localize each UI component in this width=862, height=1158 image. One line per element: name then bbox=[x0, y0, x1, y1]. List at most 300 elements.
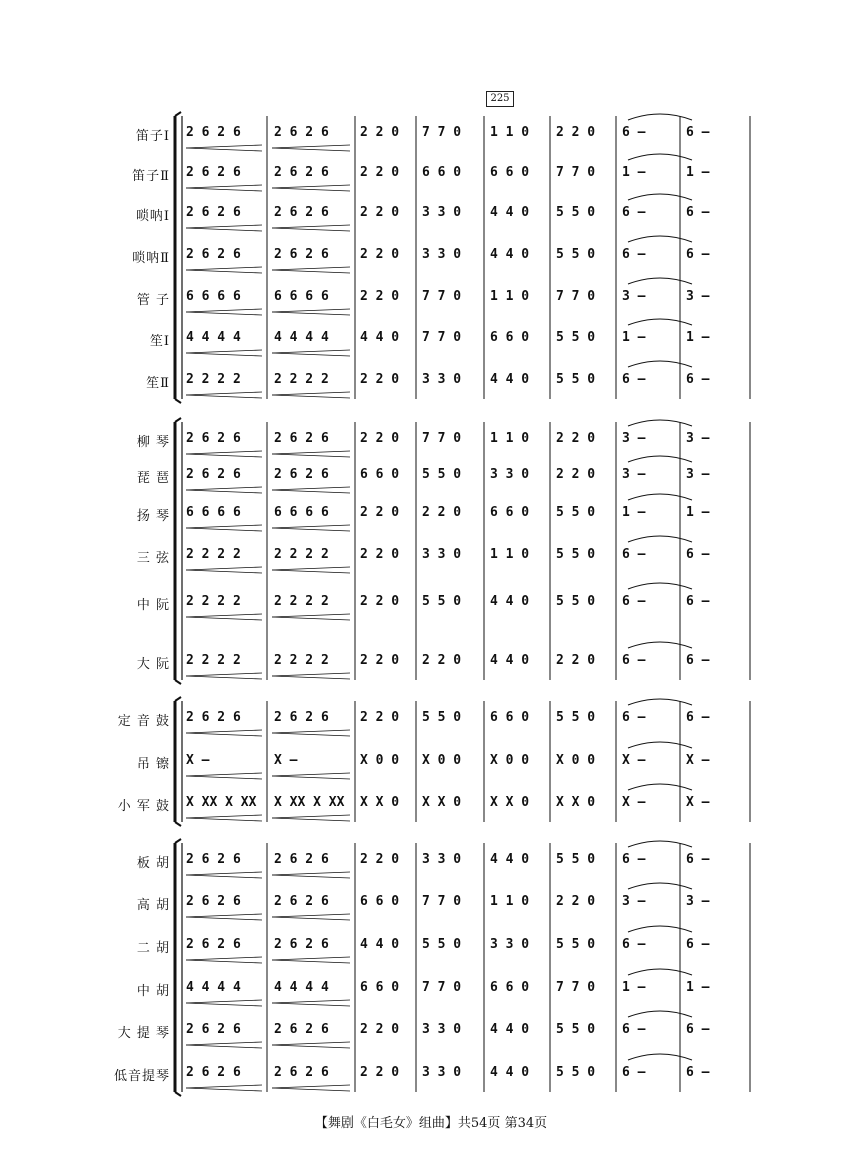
measure-notes: 7 7 0 bbox=[422, 330, 462, 345]
measure-notes: 6 – bbox=[622, 937, 646, 952]
measure-notes: 6 – bbox=[622, 125, 646, 140]
measure-notes: 3 – bbox=[686, 467, 710, 482]
hairpin bbox=[272, 567, 350, 570]
measure-notes: 2 2 0 bbox=[556, 125, 596, 140]
measure-notes: 1 – bbox=[686, 330, 710, 345]
hairpin bbox=[186, 528, 262, 531]
hairpin bbox=[186, 312, 262, 315]
measure-notes: 6 – bbox=[622, 852, 646, 867]
measure-notes: 2 2 0 bbox=[360, 125, 400, 140]
measure-notes: 1 1 0 bbox=[490, 894, 530, 909]
hairpin bbox=[186, 818, 262, 821]
measure-notes: 1 – bbox=[622, 330, 646, 345]
instrument-label: 唢呐Ⅰ bbox=[135, 209, 170, 224]
measure-notes: 2 6 2 6 bbox=[186, 937, 241, 952]
tie-slur bbox=[628, 114, 692, 120]
hairpin bbox=[186, 1000, 262, 1003]
instrument-label: 唢呐Ⅱ bbox=[132, 251, 170, 266]
hairpin bbox=[272, 487, 350, 490]
hairpin bbox=[272, 773, 350, 776]
measure-notes: 2 2 0 bbox=[556, 653, 596, 668]
measure-notes: 2 2 0 bbox=[360, 289, 400, 304]
measure-notes: 6 – bbox=[622, 372, 646, 387]
measure-notes: 5 5 0 bbox=[556, 372, 596, 387]
hairpin bbox=[272, 395, 350, 398]
hairpin bbox=[186, 145, 262, 148]
measure-notes: 1 1 0 bbox=[490, 431, 530, 446]
instrument-label: 扬 琴 bbox=[136, 509, 170, 524]
measure-notes: 1 – bbox=[686, 505, 710, 520]
measure-notes: 2 2 2 2 bbox=[186, 372, 241, 387]
instrument-label: 琵 琶 bbox=[136, 471, 170, 486]
measure-notes: 4 4 0 bbox=[490, 372, 530, 387]
bracket-hook bbox=[175, 399, 181, 403]
hairpin bbox=[272, 1000, 350, 1003]
hairpin bbox=[186, 730, 262, 733]
measure-notes: 6 6 6 6 bbox=[274, 505, 329, 520]
measure-notes: 2 2 0 bbox=[360, 431, 400, 446]
hairpin bbox=[186, 225, 262, 228]
measure-notes: X – bbox=[686, 753, 710, 768]
instrument-label: 小 军 鼓 bbox=[117, 799, 170, 814]
measure-notes: 3 – bbox=[686, 289, 710, 304]
hairpin bbox=[272, 617, 350, 620]
measure-notes: 6 6 0 bbox=[360, 980, 400, 995]
measure-notes: X X 0 bbox=[422, 795, 462, 810]
measure-notes: X XX X XX bbox=[186, 795, 257, 810]
tie-slur bbox=[628, 494, 692, 500]
measure-notes: 3 3 0 bbox=[490, 937, 530, 952]
measure-notes: 5 5 0 bbox=[422, 467, 462, 482]
measure-notes: 1 – bbox=[686, 165, 710, 180]
bracket-hook bbox=[175, 680, 181, 684]
hairpin bbox=[186, 228, 262, 231]
hairpin bbox=[272, 614, 350, 617]
hairpin bbox=[186, 617, 262, 620]
hairpin bbox=[186, 872, 262, 875]
bracket-hook bbox=[175, 697, 181, 701]
measure-notes: 2 6 2 6 bbox=[186, 1065, 241, 1080]
instrument-label: 管 子 bbox=[136, 293, 170, 308]
hairpin bbox=[186, 776, 262, 779]
hairpin bbox=[272, 730, 350, 733]
measure-notes: 4 4 4 4 bbox=[186, 980, 241, 995]
measure-notes: 2 6 2 6 bbox=[186, 1022, 241, 1037]
measure-notes: 6 – bbox=[622, 653, 646, 668]
measure-notes: 2 2 0 bbox=[360, 710, 400, 725]
instrument-label: 大 阮 bbox=[136, 657, 170, 672]
measure-notes: 6 6 0 bbox=[490, 980, 530, 995]
measure-notes: X 0 0 bbox=[490, 753, 530, 768]
measure-notes: X – bbox=[186, 753, 210, 768]
measure-notes: 2 2 0 bbox=[360, 653, 400, 668]
measure-notes: 3 – bbox=[622, 894, 646, 909]
measure-notes: 3 – bbox=[686, 894, 710, 909]
measure-notes: 5 5 0 bbox=[556, 205, 596, 220]
hairpin bbox=[272, 733, 350, 736]
hairpin bbox=[272, 960, 350, 963]
tie-slur bbox=[628, 361, 692, 367]
hairpin bbox=[186, 350, 262, 353]
measure-notes: 5 5 0 bbox=[556, 247, 596, 262]
hairpin bbox=[272, 818, 350, 821]
measure-notes: 4 4 0 bbox=[490, 594, 530, 609]
hairpin bbox=[272, 570, 350, 573]
hairpin bbox=[186, 1045, 262, 1048]
hairpin bbox=[272, 1042, 350, 1045]
measure-notes: 2 2 0 bbox=[360, 1022, 400, 1037]
measure-notes: 3 – bbox=[622, 467, 646, 482]
hairpin bbox=[272, 917, 350, 920]
measure-notes: 3 3 0 bbox=[422, 547, 462, 562]
instrument-label: 笙Ⅱ bbox=[146, 376, 170, 391]
instrument-label: 中 阮 bbox=[136, 598, 170, 613]
tie-slur bbox=[628, 236, 692, 242]
hairpin bbox=[186, 451, 262, 454]
measure-notes: 6 – bbox=[622, 1065, 646, 1080]
hairpin bbox=[186, 185, 262, 188]
hairpin bbox=[272, 454, 350, 457]
hairpin bbox=[272, 188, 350, 191]
measure-notes: 6 – bbox=[686, 125, 710, 140]
measure-notes: 2 6 2 6 bbox=[186, 894, 241, 909]
hairpin bbox=[186, 309, 262, 312]
hairpin bbox=[186, 270, 262, 273]
hairpin bbox=[272, 914, 350, 917]
measure-notes: 3 3 0 bbox=[422, 1022, 462, 1037]
measure-notes: 7 7 0 bbox=[422, 980, 462, 995]
measure-notes: 2 6 2 6 bbox=[274, 710, 329, 725]
measure-notes: 5 5 0 bbox=[422, 937, 462, 952]
page-footer: 【舞剧《白毛女》组曲】共54页 第34页 bbox=[314, 1116, 548, 1131]
hairpin bbox=[272, 312, 350, 315]
instrument-label: 高 胡 bbox=[136, 898, 170, 913]
measure-notes: 2 6 2 6 bbox=[274, 125, 329, 140]
measure-notes: 6 6 0 bbox=[490, 165, 530, 180]
hairpin bbox=[186, 570, 262, 573]
measure-notes: 5 5 0 bbox=[556, 330, 596, 345]
measure-notes: 1 1 0 bbox=[490, 289, 530, 304]
measure-notes: 6 – bbox=[686, 937, 710, 952]
measure-notes: 7 7 0 bbox=[422, 431, 462, 446]
measure-notes: 6 6 0 bbox=[490, 330, 530, 345]
measure-notes: 5 5 0 bbox=[556, 1065, 596, 1080]
hairpin bbox=[272, 1085, 350, 1088]
measure-notes: 7 7 0 bbox=[556, 980, 596, 995]
tie-slur bbox=[628, 841, 692, 847]
hairpin bbox=[186, 353, 262, 356]
bracket-hook bbox=[175, 112, 181, 116]
measure-notes: 2 2 0 bbox=[556, 467, 596, 482]
tie-slur bbox=[628, 278, 692, 284]
measure-notes: 5 5 0 bbox=[556, 594, 596, 609]
bracket-hook bbox=[175, 822, 181, 826]
measure-notes: 2 2 2 2 bbox=[186, 653, 241, 668]
measure-notes: 6 – bbox=[686, 547, 710, 562]
bracket-hook bbox=[175, 839, 181, 843]
instrument-label: 柳 琴 bbox=[136, 435, 170, 450]
measure-notes: 6 6 0 bbox=[360, 467, 400, 482]
measure-notes: 5 5 0 bbox=[556, 1022, 596, 1037]
hairpin bbox=[272, 309, 350, 312]
instrument-label: 笛子Ⅰ bbox=[135, 129, 170, 144]
measure-notes: 2 6 2 6 bbox=[274, 1065, 329, 1080]
instrument-label: 定 音 鼓 bbox=[117, 714, 170, 729]
hairpin bbox=[186, 733, 262, 736]
bracket-hook bbox=[175, 418, 181, 422]
hairpin bbox=[272, 350, 350, 353]
hairpin bbox=[186, 773, 262, 776]
measure-notes: 6 6 0 bbox=[422, 165, 462, 180]
measure-notes: 6 6 6 6 bbox=[274, 289, 329, 304]
hairpin bbox=[272, 228, 350, 231]
tie-slur bbox=[628, 969, 692, 975]
measure-notes: 1 – bbox=[622, 165, 646, 180]
measure-notes: X XX X XX bbox=[274, 795, 345, 810]
measure-notes: 3 – bbox=[622, 431, 646, 446]
measure-notes: 6 – bbox=[622, 205, 646, 220]
hairpin bbox=[186, 148, 262, 151]
hairpin bbox=[272, 353, 350, 356]
hairpin bbox=[186, 1085, 262, 1088]
measure-notes: 6 – bbox=[622, 247, 646, 262]
measure-notes: 3 3 0 bbox=[422, 852, 462, 867]
measure-notes: 2 2 2 2 bbox=[186, 547, 241, 562]
hairpin bbox=[186, 395, 262, 398]
hairpin bbox=[186, 1088, 262, 1091]
tie-slur bbox=[628, 1054, 692, 1060]
tie-slur bbox=[628, 1011, 692, 1017]
hairpin bbox=[186, 454, 262, 457]
measure-notes: 2 6 2 6 bbox=[274, 937, 329, 952]
measure-notes: 4 4 0 bbox=[490, 1022, 530, 1037]
hairpin bbox=[186, 875, 262, 878]
measure-notes: 6 – bbox=[686, 852, 710, 867]
measure-notes: 5 5 0 bbox=[556, 937, 596, 952]
tie-slur bbox=[628, 784, 692, 790]
measure-notes: 6 – bbox=[686, 205, 710, 220]
measure-notes: 2 2 0 bbox=[360, 165, 400, 180]
measure-notes: 6 – bbox=[686, 1065, 710, 1080]
measure-notes: 2 6 2 6 bbox=[274, 852, 329, 867]
hairpin bbox=[186, 267, 262, 270]
tie-slur bbox=[628, 456, 692, 462]
hairpin bbox=[272, 451, 350, 454]
measure-notes: 4 4 4 4 bbox=[274, 980, 329, 995]
measure-notes: 2 6 2 6 bbox=[274, 205, 329, 220]
hairpin bbox=[272, 1045, 350, 1048]
measure-notes: 6 – bbox=[622, 710, 646, 725]
measure-notes: 6 6 0 bbox=[490, 505, 530, 520]
hairpin bbox=[272, 957, 350, 960]
measure-notes: 2 6 2 6 bbox=[186, 165, 241, 180]
tie-slur bbox=[628, 420, 692, 426]
hairpin bbox=[272, 872, 350, 875]
tie-slur bbox=[628, 536, 692, 542]
measure-notes: 4 4 0 bbox=[490, 1065, 530, 1080]
measure-notes: 3 3 0 bbox=[422, 1065, 462, 1080]
measure-notes: 2 6 2 6 bbox=[186, 125, 241, 140]
hairpin bbox=[186, 673, 262, 676]
hairpin bbox=[186, 960, 262, 963]
measure-notes: 7 7 0 bbox=[556, 165, 596, 180]
page-marker: 225 bbox=[486, 91, 514, 107]
measure-notes: 3 3 0 bbox=[422, 247, 462, 262]
measure-notes: 7 7 0 bbox=[422, 289, 462, 304]
measure-notes: 5 5 0 bbox=[556, 710, 596, 725]
measure-notes: 2 2 0 bbox=[360, 505, 400, 520]
measure-notes: 2 6 2 6 bbox=[274, 431, 329, 446]
measure-notes: 6 – bbox=[686, 247, 710, 262]
measure-notes: 5 5 0 bbox=[556, 547, 596, 562]
measure-notes: X – bbox=[686, 795, 710, 810]
hairpin bbox=[186, 1042, 262, 1045]
measure-notes: 4 4 0 bbox=[490, 247, 530, 262]
measure-notes: 2 2 0 bbox=[422, 653, 462, 668]
measure-notes: X X 0 bbox=[490, 795, 530, 810]
measure-notes: 2 6 2 6 bbox=[274, 247, 329, 262]
hairpin bbox=[272, 490, 350, 493]
hairpin bbox=[272, 267, 350, 270]
hairpin bbox=[272, 776, 350, 779]
measure-notes: X – bbox=[622, 753, 646, 768]
tie-slur bbox=[628, 926, 692, 932]
measure-notes: 6 – bbox=[686, 653, 710, 668]
measure-notes: 6 – bbox=[622, 547, 646, 562]
bracket-hook bbox=[175, 1092, 181, 1096]
hairpin bbox=[186, 614, 262, 617]
measure-notes: 2 6 2 6 bbox=[274, 165, 329, 180]
measure-notes: X X 0 bbox=[360, 795, 400, 810]
hairpin bbox=[272, 270, 350, 273]
hairpin bbox=[186, 490, 262, 493]
measure-notes: 2 2 0 bbox=[360, 1065, 400, 1080]
hairpin bbox=[186, 957, 262, 960]
hairpin bbox=[272, 528, 350, 531]
instrument-label: 二 胡 bbox=[136, 941, 170, 956]
instrument-label: 吊 镲 bbox=[136, 757, 170, 772]
hairpin bbox=[272, 392, 350, 395]
measure-notes: 5 5 0 bbox=[422, 710, 462, 725]
measure-notes: 7 7 0 bbox=[556, 289, 596, 304]
measure-notes: X – bbox=[274, 753, 298, 768]
hairpin bbox=[272, 1088, 350, 1091]
measure-notes: X – bbox=[622, 795, 646, 810]
measure-notes: 3 3 0 bbox=[422, 205, 462, 220]
measure-notes: X 0 0 bbox=[360, 753, 400, 768]
tie-slur bbox=[628, 883, 692, 889]
hairpin bbox=[186, 487, 262, 490]
measure-notes: 2 6 2 6 bbox=[274, 467, 329, 482]
instrument-label: 笛子Ⅱ bbox=[132, 169, 170, 184]
measure-notes: 5 5 0 bbox=[556, 852, 596, 867]
instrument-label: 低音提琴 bbox=[113, 1069, 170, 1084]
measure-notes: 1 1 0 bbox=[490, 547, 530, 562]
measure-notes: 4 4 0 bbox=[360, 937, 400, 952]
measure-notes: 2 2 0 bbox=[556, 431, 596, 446]
measure-notes: 7 7 0 bbox=[422, 894, 462, 909]
tie-slur bbox=[628, 154, 692, 160]
measure-notes: 4 4 0 bbox=[490, 205, 530, 220]
measure-notes: 2 2 0 bbox=[360, 547, 400, 562]
measure-notes: 3 – bbox=[622, 289, 646, 304]
measure-notes: 4 4 0 bbox=[490, 852, 530, 867]
measure-notes: 2 2 2 2 bbox=[274, 653, 329, 668]
hairpin bbox=[272, 815, 350, 818]
instrument-label: 板 胡 bbox=[136, 856, 170, 871]
hairpin bbox=[272, 225, 350, 228]
tie-slur bbox=[628, 194, 692, 200]
measure-notes: 6 – bbox=[686, 710, 710, 725]
measure-notes: 2 6 2 6 bbox=[186, 431, 241, 446]
measure-notes: 2 2 0 bbox=[360, 594, 400, 609]
measure-notes: 2 6 2 6 bbox=[186, 205, 241, 220]
measure-notes: 4 4 4 4 bbox=[274, 330, 329, 345]
measure-notes: 2 2 0 bbox=[556, 894, 596, 909]
hairpin bbox=[272, 676, 350, 679]
measure-notes: 1 – bbox=[686, 980, 710, 995]
hairpin bbox=[186, 188, 262, 191]
measure-notes: 6 6 0 bbox=[490, 710, 530, 725]
hairpin bbox=[272, 1003, 350, 1006]
measure-notes: 2 6 2 6 bbox=[274, 1022, 329, 1037]
measure-notes: X 0 0 bbox=[422, 753, 462, 768]
measure-notes: 6 – bbox=[622, 1022, 646, 1037]
hairpin bbox=[272, 148, 350, 151]
tie-slur bbox=[628, 742, 692, 748]
measure-notes: 2 2 0 bbox=[360, 247, 400, 262]
measure-notes: 6 6 6 6 bbox=[186, 289, 241, 304]
measure-notes: 4 4 4 4 bbox=[186, 330, 241, 345]
measure-notes: 2 2 2 2 bbox=[274, 372, 329, 387]
hairpin bbox=[186, 1003, 262, 1006]
measure-notes: 2 2 2 2 bbox=[186, 594, 241, 609]
hairpin bbox=[186, 914, 262, 917]
measure-notes: 2 2 2 2 bbox=[274, 594, 329, 609]
hairpin bbox=[186, 567, 262, 570]
measure-notes: 6 – bbox=[686, 372, 710, 387]
measure-notes: X X 0 bbox=[556, 795, 596, 810]
measure-notes: 2 2 0 bbox=[360, 372, 400, 387]
hairpin bbox=[272, 525, 350, 528]
hairpin bbox=[186, 525, 262, 528]
hairpin bbox=[272, 185, 350, 188]
tie-slur bbox=[628, 699, 692, 705]
tie-slur bbox=[628, 583, 692, 589]
measure-notes: 3 3 0 bbox=[422, 372, 462, 387]
measure-notes: 6 6 0 bbox=[360, 894, 400, 909]
measure-notes: 2 2 2 2 bbox=[274, 547, 329, 562]
measure-notes: 6 6 6 6 bbox=[186, 505, 241, 520]
measure-notes: 4 4 0 bbox=[360, 330, 400, 345]
hairpin bbox=[186, 392, 262, 395]
measure-notes: 3 3 0 bbox=[490, 467, 530, 482]
measure-notes: 6 – bbox=[686, 1022, 710, 1037]
measure-notes: 2 6 2 6 bbox=[186, 247, 241, 262]
instrument-label: 中 胡 bbox=[136, 984, 170, 999]
measure-notes: 6 – bbox=[622, 594, 646, 609]
tie-slur bbox=[628, 319, 692, 325]
hairpin bbox=[186, 815, 262, 818]
measure-notes: 2 6 2 6 bbox=[274, 894, 329, 909]
measure-notes: 6 – bbox=[686, 594, 710, 609]
hairpin bbox=[272, 145, 350, 148]
measure-notes: 2 6 2 6 bbox=[186, 852, 241, 867]
measure-notes: 7 7 0 bbox=[422, 125, 462, 140]
hairpin bbox=[272, 673, 350, 676]
measure-notes: 5 5 0 bbox=[422, 594, 462, 609]
instrument-label: 三 弦 bbox=[136, 551, 170, 566]
